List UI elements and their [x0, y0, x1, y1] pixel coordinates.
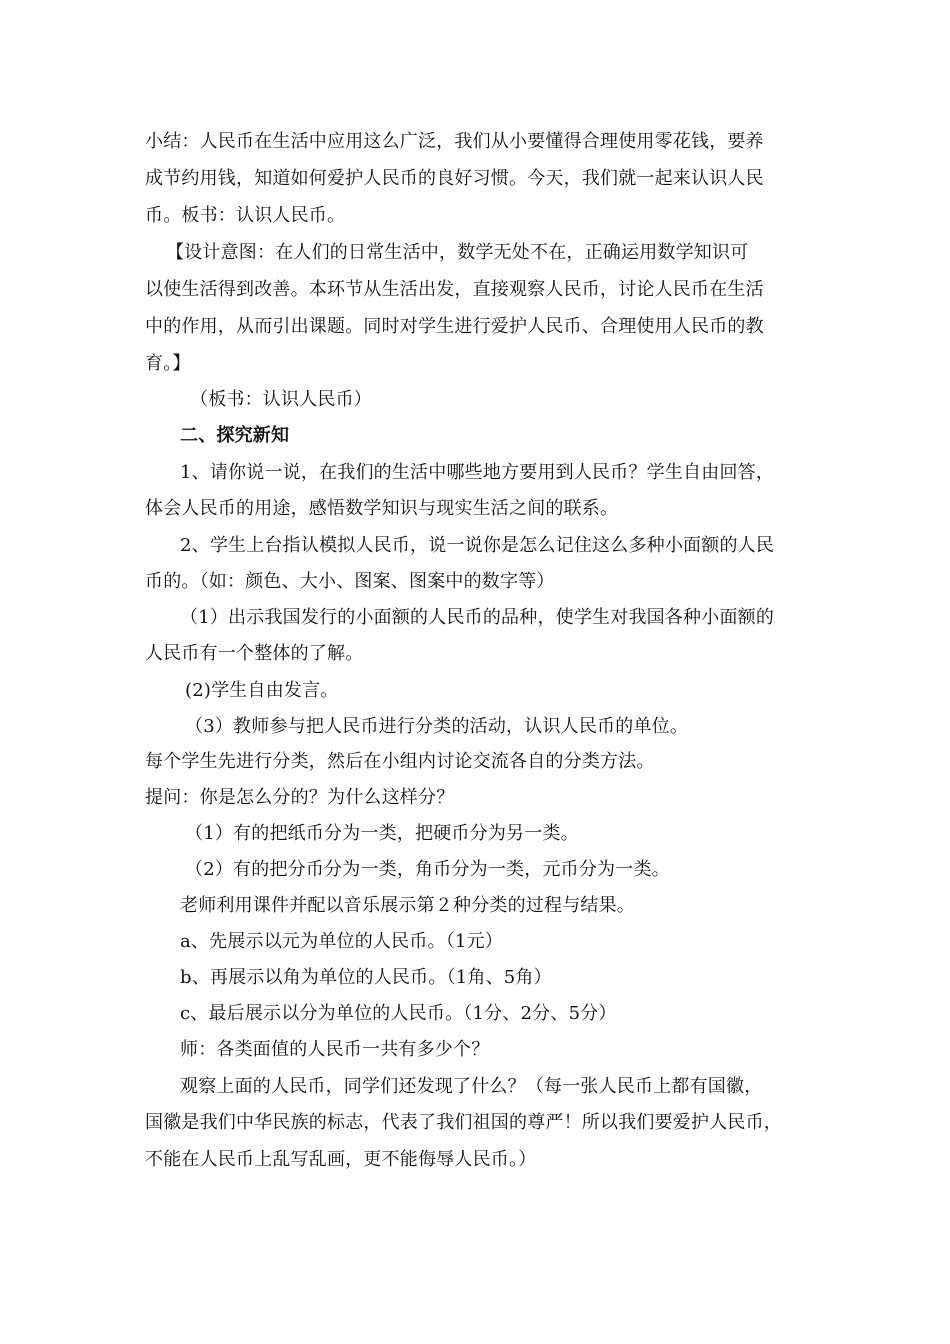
show-c: c、最后展示以分为单位的人民币。（1分、2分、5分）	[180, 1003, 617, 1024]
observe-line-3: 不能在人民币上乱写乱画，更不能侮辱人民币。）	[145, 1149, 537, 1170]
section-heading: 二、探究新知	[180, 425, 290, 446]
show-a: a、先展示以元为单位的人民币。（1元）	[180, 931, 503, 952]
summary-line-1: 小结：人民币在生活中应用这么广泛，我们从小要懂得合理使用零花钱，要养	[145, 131, 764, 152]
summary-line-2: 成节约用钱，知道如何爱护人民币的良好习惯。今天，我们就一起来认识人民	[145, 168, 764, 189]
sub1-line-2: 人民币有一个整体的了解。	[145, 643, 364, 664]
item1-line-2: 体会人民币的用途，感悟数学知识与现实生活之间的联系。	[145, 498, 619, 519]
question: 提问：你是怎么分的？为什么这样分？	[145, 787, 455, 808]
design-intent-line-4: 育。】	[145, 353, 191, 374]
answer1: （1）有的把纸币分为一类，把硬币分为另一类。	[185, 823, 579, 844]
show-b: b、再展示以角为单位的人民币。（1角、5角）	[180, 967, 552, 988]
sub1-line-1: （1）出示我国发行的小面额的人民币的品种，使学生对我国各种小面额的	[180, 607, 775, 628]
summary-line-3: 币。板书：认识人民币。	[145, 205, 346, 226]
item1-line-1: 1、请你说一说，在我们的生活中哪些地方要用到人民币？学生自由回答，	[180, 462, 775, 483]
item2-line-2: 币的。（如：颜色、大小、图案、图案中的数字等）	[145, 571, 555, 592]
design-intent-line-1: 【设计意图：在人们的日常生活中，数学无处不在，正确运用数学知识可	[166, 242, 749, 263]
group-discuss: 每个学生先进行分类，然后在小组内讨论交流各自的分类方法。	[145, 751, 655, 772]
sub3: （3）教师参与把人民币进行分类的活动，认识人民币的单位。	[185, 716, 689, 737]
board-note: （板书：认识人民币）	[190, 389, 372, 410]
item2-line-1: 2、学生上台指认模拟人民币，说一说你是怎么记住这么多种小面额的人民	[180, 535, 775, 556]
design-intent-line-3: 中的作用，从而引出课题。同时对学生进行爱护人民币、合理使用人民币的教	[145, 316, 764, 337]
observe-line-2: 国徽是我们中华民族的标志，代表了我们祖国的尊严！所以我们要爱护人民币，	[145, 1112, 782, 1133]
teacher-show: 老师利用课件并配以音乐展示第２种分类的过程与结果。	[180, 895, 635, 916]
sub2: (2)学生自由发言。	[185, 680, 339, 701]
design-intent-line-2: 以使生活得到改善。本环节从生活出发，直接观察人民币，讨论人民币在生活	[145, 279, 764, 300]
teacher-question: 师：各类面值的人民币一共有多少个？	[180, 1039, 490, 1060]
observe-line-1: 观察上面的人民币，同学们还发现了什么？（每一张人民币上都有国徽，	[180, 1076, 763, 1097]
answer2: （2）有的把分币分为一类，角币分为一类，元币分为一类。	[185, 859, 670, 880]
